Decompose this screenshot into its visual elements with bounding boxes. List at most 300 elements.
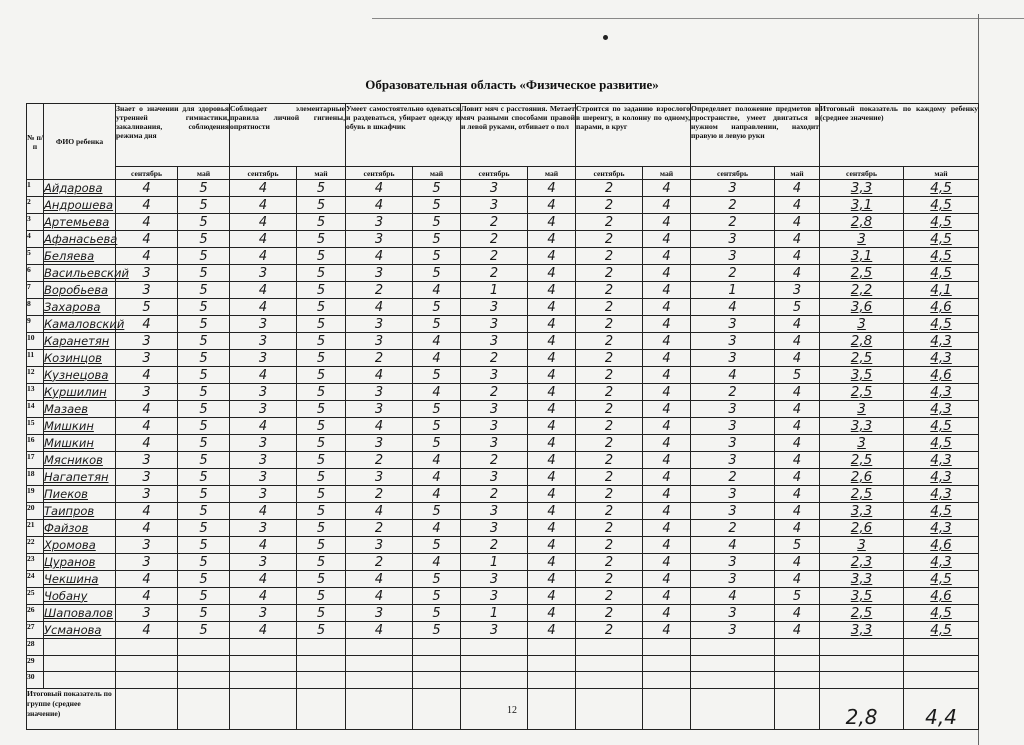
score-sep xyxy=(576,655,643,672)
score-sep: 4 xyxy=(230,622,297,639)
score-sep: 3 xyxy=(691,435,775,452)
row-number: 30 xyxy=(27,672,44,689)
child-name: Мазаев xyxy=(44,401,116,418)
score-may: 4 xyxy=(528,384,576,401)
child-name: Козинцов xyxy=(44,350,116,367)
score-may: 5 xyxy=(178,333,230,350)
score-sep xyxy=(116,639,178,656)
score-may: 5 xyxy=(178,622,230,639)
sub-may: май xyxy=(528,167,576,180)
child-name: Каранетян xyxy=(44,333,116,350)
score-may: 5 xyxy=(178,282,230,299)
score-may: 5 xyxy=(297,537,346,554)
row-number: 26 xyxy=(27,605,44,622)
score-sep: 2 xyxy=(461,265,528,282)
score-may: 5 xyxy=(413,435,461,452)
score-sep xyxy=(691,639,775,656)
score-may xyxy=(775,672,820,689)
child-name xyxy=(44,655,116,672)
score-may: 4 xyxy=(528,197,576,214)
sub-may: май xyxy=(178,167,230,180)
sub-may: май xyxy=(904,167,979,180)
score-sep: 2 xyxy=(461,384,528,401)
score-sep: 4 xyxy=(346,418,413,435)
score-may: 5 xyxy=(297,554,346,571)
score-may: 5 xyxy=(178,605,230,622)
score-sep: 2 xyxy=(576,401,643,418)
score-sep: 5 xyxy=(116,299,178,316)
total-may: 4,5 xyxy=(904,622,979,639)
total-sep: 3 xyxy=(820,231,904,248)
total-may: 4,5 xyxy=(904,418,979,435)
score-sep: 2 xyxy=(576,350,643,367)
score-may: 4 xyxy=(413,384,461,401)
score-sep: 2 xyxy=(576,299,643,316)
child-name: Мясников xyxy=(44,452,116,469)
score-may: 5 xyxy=(178,418,230,435)
child-name: Андрошева xyxy=(44,197,116,214)
score-may: 5 xyxy=(297,503,346,520)
score-may xyxy=(643,639,691,656)
child-name: Камаловский xyxy=(44,317,125,331)
score-sep: 3 xyxy=(230,401,297,418)
header-row xyxy=(27,104,979,167)
score-sep: 2 xyxy=(461,537,528,554)
score-sep: 4 xyxy=(230,299,297,316)
total-sep: 3 xyxy=(820,537,904,554)
row-number: 7 xyxy=(27,282,44,299)
score-sep: 3 xyxy=(461,469,528,486)
child-name xyxy=(44,639,116,656)
row-number: 8 xyxy=(27,299,44,316)
score-sep: 3 xyxy=(346,537,413,554)
total-sep xyxy=(820,639,904,656)
child-name: Шаповалов xyxy=(44,605,116,622)
group-total-may: 4,4 xyxy=(904,688,979,729)
score-sep: 4 xyxy=(691,367,775,384)
total-may: 4,3 xyxy=(904,350,979,367)
score-sep: 3 xyxy=(461,316,528,333)
score-may: 4 xyxy=(643,282,691,299)
score-may: 5 xyxy=(413,605,461,622)
score-sep: 2 xyxy=(576,197,643,214)
score-may: 4 xyxy=(528,299,576,316)
sub-sep: сентябрь xyxy=(116,167,178,180)
child-name: Захарова xyxy=(44,299,116,316)
score-may: 4 xyxy=(528,367,576,384)
score-sep: 3 xyxy=(461,503,528,520)
table-row xyxy=(27,672,979,689)
score-sep: 3 xyxy=(230,435,297,452)
score-sep: 3 xyxy=(461,622,528,639)
score-sep: 1 xyxy=(461,282,528,299)
total-sep: 3,1 xyxy=(820,248,904,265)
child-name: Усманова xyxy=(44,622,116,639)
score-may: 4 xyxy=(775,384,820,401)
table-row xyxy=(27,384,979,401)
score-sep: 3 xyxy=(116,486,178,503)
score-sep xyxy=(230,672,297,689)
table-row xyxy=(27,214,979,231)
row-number: 23 xyxy=(27,554,44,571)
score-may: 4 xyxy=(775,605,820,622)
score-sep: 3 xyxy=(230,469,297,486)
score-may: 5 xyxy=(413,503,461,520)
score-sep: 3 xyxy=(116,282,178,299)
row-number: 15 xyxy=(27,418,44,435)
score-may: 5 xyxy=(297,401,346,418)
score-may xyxy=(297,639,346,656)
row-number: 29 xyxy=(27,655,44,672)
child-name: Кузнецова xyxy=(44,367,116,384)
table-row xyxy=(27,503,979,520)
score-may xyxy=(528,672,576,689)
row-number: 2 xyxy=(27,197,44,214)
row-number: 16 xyxy=(27,435,44,452)
score-may: 4 xyxy=(528,622,576,639)
score-sep: 3 xyxy=(461,571,528,588)
score-sep: 4 xyxy=(116,520,178,537)
score-may: 5 xyxy=(297,452,346,469)
score-sep: 2 xyxy=(576,384,643,401)
score-may: 4 xyxy=(413,282,461,299)
sub-sep: сентябрь xyxy=(576,167,643,180)
score-may xyxy=(178,639,230,656)
score-sep: 3 xyxy=(461,435,528,452)
score-sep: 3 xyxy=(691,248,775,265)
score-sep: 4 xyxy=(230,231,297,248)
sub-sep: сентябрь xyxy=(820,167,904,180)
score-may xyxy=(775,655,820,672)
score-may xyxy=(297,672,346,689)
child-name: Артемьева xyxy=(44,214,116,231)
score-may: 4 xyxy=(643,503,691,520)
score-sep: 4 xyxy=(116,231,178,248)
score-sep: 2 xyxy=(691,520,775,537)
score-may: 5 xyxy=(178,469,230,486)
total-sep: 3,3 xyxy=(820,571,904,588)
score-may: 5 xyxy=(178,588,230,605)
score-may: 5 xyxy=(178,401,230,418)
score-sep: 2 xyxy=(576,214,643,231)
score-may xyxy=(178,672,230,689)
score-may: 5 xyxy=(297,469,346,486)
score-may: 5 xyxy=(297,435,346,452)
score-sep: 4 xyxy=(116,588,178,605)
score-may: 5 xyxy=(178,503,230,520)
score-sep: 2 xyxy=(346,452,413,469)
table-row xyxy=(27,469,979,486)
score-sep: 3 xyxy=(230,486,297,503)
score-may xyxy=(528,655,576,672)
child-name: Чекшина xyxy=(44,571,116,588)
total-may: 4,3 xyxy=(904,554,979,571)
score-sep: 4 xyxy=(116,316,178,333)
score-may xyxy=(528,639,576,656)
score-may: 5 xyxy=(297,316,346,333)
score-sep: 2 xyxy=(691,384,775,401)
score-sep: 3 xyxy=(230,554,297,571)
score-may: 5 xyxy=(297,367,346,384)
row-number: 25 xyxy=(27,588,44,605)
score-sep: 2 xyxy=(576,316,643,333)
total-may: 4,5 xyxy=(904,571,979,588)
row-number: 27 xyxy=(27,622,44,639)
score-may: 5 xyxy=(178,452,230,469)
score-may: 5 xyxy=(297,588,346,605)
score-may: 4 xyxy=(643,333,691,350)
score-may xyxy=(297,655,346,672)
score-sep: 2 xyxy=(576,554,643,571)
score-sep xyxy=(346,655,413,672)
score-sep: 2 xyxy=(346,486,413,503)
score-sep: 4 xyxy=(346,197,413,214)
scan-edge-top xyxy=(372,18,1024,19)
score-sep: 2 xyxy=(461,231,528,248)
assessment-table xyxy=(26,103,979,730)
score-may: 4 xyxy=(643,605,691,622)
header-num: № п/п xyxy=(27,104,44,180)
row-number: 4 xyxy=(27,231,44,248)
score-sep: 2 xyxy=(576,418,643,435)
total-sep: 3,5 xyxy=(820,588,904,605)
score-may: 4 xyxy=(528,554,576,571)
header-subrow xyxy=(27,167,979,180)
table-row xyxy=(27,588,979,605)
child-name: Воробьева xyxy=(44,282,116,299)
child-name: Афанасьева xyxy=(44,232,118,246)
total-may: 4,5 xyxy=(904,316,979,333)
total-may: 4,5 xyxy=(904,503,979,520)
score-may: 4 xyxy=(775,622,820,639)
total-sep: 3,3 xyxy=(820,180,904,197)
score-sep: 3 xyxy=(691,452,775,469)
total-sep: 3,6 xyxy=(820,299,904,316)
score-sep: 2 xyxy=(346,282,413,299)
score-may: 4 xyxy=(643,520,691,537)
score-may: 4 xyxy=(775,435,820,452)
score-sep: 4 xyxy=(116,418,178,435)
score-sep: 4 xyxy=(346,367,413,384)
score-may: 4 xyxy=(643,469,691,486)
score-sep: 4 xyxy=(346,588,413,605)
score-may: 4 xyxy=(528,180,576,197)
score-may: 5 xyxy=(297,197,346,214)
total-sep xyxy=(820,672,904,689)
score-may: 4 xyxy=(775,350,820,367)
total-may: 4,3 xyxy=(904,486,979,503)
score-may: 4 xyxy=(643,231,691,248)
score-sep: 3 xyxy=(116,384,178,401)
child-name: Мишкин xyxy=(44,418,116,435)
score-may: 4 xyxy=(643,435,691,452)
row-number: 20 xyxy=(27,503,44,520)
total-may: 4,3 xyxy=(904,401,979,418)
score-sep: 3 xyxy=(346,435,413,452)
score-sep: 3 xyxy=(230,520,297,537)
score-sep: 2 xyxy=(576,622,643,639)
score-may: 5 xyxy=(297,282,346,299)
row-number: 22 xyxy=(27,537,44,554)
score-sep: 2 xyxy=(576,265,643,282)
score-sep: 1 xyxy=(691,282,775,299)
score-sep: 4 xyxy=(346,622,413,639)
score-may: 5 xyxy=(297,486,346,503)
score-sep: 2 xyxy=(461,248,528,265)
score-may: 5 xyxy=(775,367,820,384)
score-may: 4 xyxy=(643,384,691,401)
score-sep: 4 xyxy=(230,214,297,231)
score-may: 5 xyxy=(178,571,230,588)
score-sep xyxy=(230,639,297,656)
score-may: 4 xyxy=(775,333,820,350)
score-may: 5 xyxy=(297,180,346,197)
child-name: Айдарова xyxy=(44,180,116,197)
score-may: 4 xyxy=(643,537,691,554)
row-number: 3 xyxy=(27,214,44,231)
score-sep: 4 xyxy=(691,537,775,554)
header-criterion-1: Знает о значении для здоровья утренней гимнастики, закаливания, соблюдения режима дня xyxy=(116,104,230,167)
score-may: 4 xyxy=(528,214,576,231)
score-sep: 2 xyxy=(576,231,643,248)
sub-sep: сентябрь xyxy=(230,167,297,180)
table-row xyxy=(27,231,979,248)
row-number: 14 xyxy=(27,401,44,418)
total-sep: 3,3 xyxy=(820,503,904,520)
row-number: 19 xyxy=(27,486,44,503)
score-sep: 3 xyxy=(116,333,178,350)
score-sep: 3 xyxy=(691,605,775,622)
score-may: 5 xyxy=(413,231,461,248)
total-may: 4,5 xyxy=(904,231,979,248)
score-may: 4 xyxy=(643,418,691,435)
child-name: Таипров xyxy=(44,503,116,520)
total-sep: 3 xyxy=(820,435,904,452)
score-sep: 2 xyxy=(691,469,775,486)
score-sep xyxy=(461,639,528,656)
group-total-label: Итоговый показатель по группе (среднее значение) xyxy=(27,688,116,729)
total-may: 4,6 xyxy=(904,299,979,316)
score-sep: 2 xyxy=(576,486,643,503)
score-sep: 4 xyxy=(116,622,178,639)
score-sep: 3 xyxy=(691,622,775,639)
score-may: 4 xyxy=(775,180,820,197)
sub-may: май xyxy=(775,167,820,180)
score-sep: 4 xyxy=(230,537,297,554)
header-name: ФИО ребенка xyxy=(44,104,116,180)
score-sep: 2 xyxy=(691,214,775,231)
score-may: 4 xyxy=(413,333,461,350)
score-may: 4 xyxy=(775,520,820,537)
score-may: 4 xyxy=(528,333,576,350)
score-may: 4 xyxy=(643,299,691,316)
score-may: 5 xyxy=(775,537,820,554)
score-sep: 3 xyxy=(691,180,775,197)
row-number: 24 xyxy=(27,571,44,588)
score-sep: 3 xyxy=(230,316,297,333)
score-may: 4 xyxy=(528,452,576,469)
total-sep: 3,3 xyxy=(820,622,904,639)
score-sep: 3 xyxy=(461,299,528,316)
total-may: 4,6 xyxy=(904,588,979,605)
score-may: 5 xyxy=(178,486,230,503)
sub-may: май xyxy=(413,167,461,180)
total-sep: 2,8 xyxy=(820,333,904,350)
score-may: 4 xyxy=(643,197,691,214)
score-sep: 4 xyxy=(230,367,297,384)
score-may: 5 xyxy=(413,299,461,316)
score-may: 5 xyxy=(413,367,461,384)
child-name: Куршилин xyxy=(44,384,116,401)
score-sep: 3 xyxy=(230,350,297,367)
table-row xyxy=(27,655,979,672)
total-may: 4,5 xyxy=(904,248,979,265)
score-may: 4 xyxy=(775,197,820,214)
score-may: 5 xyxy=(178,554,230,571)
total-may: 4,3 xyxy=(904,452,979,469)
score-sep: 3 xyxy=(230,452,297,469)
score-sep: 2 xyxy=(576,503,643,520)
table-row xyxy=(27,435,979,452)
table-row xyxy=(27,282,979,299)
row-number: 1 xyxy=(27,180,44,197)
score-sep: 3 xyxy=(461,418,528,435)
score-sep: 4 xyxy=(230,503,297,520)
score-sep: 3 xyxy=(461,520,528,537)
score-sep: 2 xyxy=(346,554,413,571)
score-may xyxy=(643,655,691,672)
row-number: 10 xyxy=(27,333,44,350)
score-sep: 3 xyxy=(230,333,297,350)
page-title: Образовательная область «Физическое развитие» xyxy=(365,77,659,92)
score-may: 5 xyxy=(297,265,346,282)
score-sep: 4 xyxy=(116,197,178,214)
score-may: 4 xyxy=(643,588,691,605)
score-sep: 4 xyxy=(230,282,297,299)
score-sep: 3 xyxy=(691,571,775,588)
score-sep: 4 xyxy=(116,401,178,418)
score-may: 4 xyxy=(413,452,461,469)
table-row xyxy=(27,537,979,554)
score-sep: 4 xyxy=(346,571,413,588)
score-may: 5 xyxy=(413,214,461,231)
total-sep: 2,5 xyxy=(820,384,904,401)
table-row xyxy=(27,452,979,469)
score-sep: 4 xyxy=(116,180,178,197)
total-may: 4,5 xyxy=(904,197,979,214)
score-may: 5 xyxy=(413,265,461,282)
score-may: 5 xyxy=(178,214,230,231)
score-may: 4 xyxy=(413,469,461,486)
table-row xyxy=(27,639,979,656)
score-sep: 3 xyxy=(691,418,775,435)
score-may: 5 xyxy=(178,265,230,282)
score-sep: 3 xyxy=(346,605,413,622)
score-sep: 2 xyxy=(576,367,643,384)
score-sep: 3 xyxy=(691,333,775,350)
score-sep: 4 xyxy=(346,180,413,197)
score-may: 5 xyxy=(178,299,230,316)
score-may xyxy=(413,672,461,689)
table-row xyxy=(27,248,979,265)
score-may: 5 xyxy=(178,350,230,367)
score-sep: 3 xyxy=(691,350,775,367)
score-sep: 3 xyxy=(346,231,413,248)
score-sep xyxy=(116,672,178,689)
score-sep: 3 xyxy=(691,486,775,503)
score-sep: 2 xyxy=(576,571,643,588)
score-sep: 2 xyxy=(576,520,643,537)
